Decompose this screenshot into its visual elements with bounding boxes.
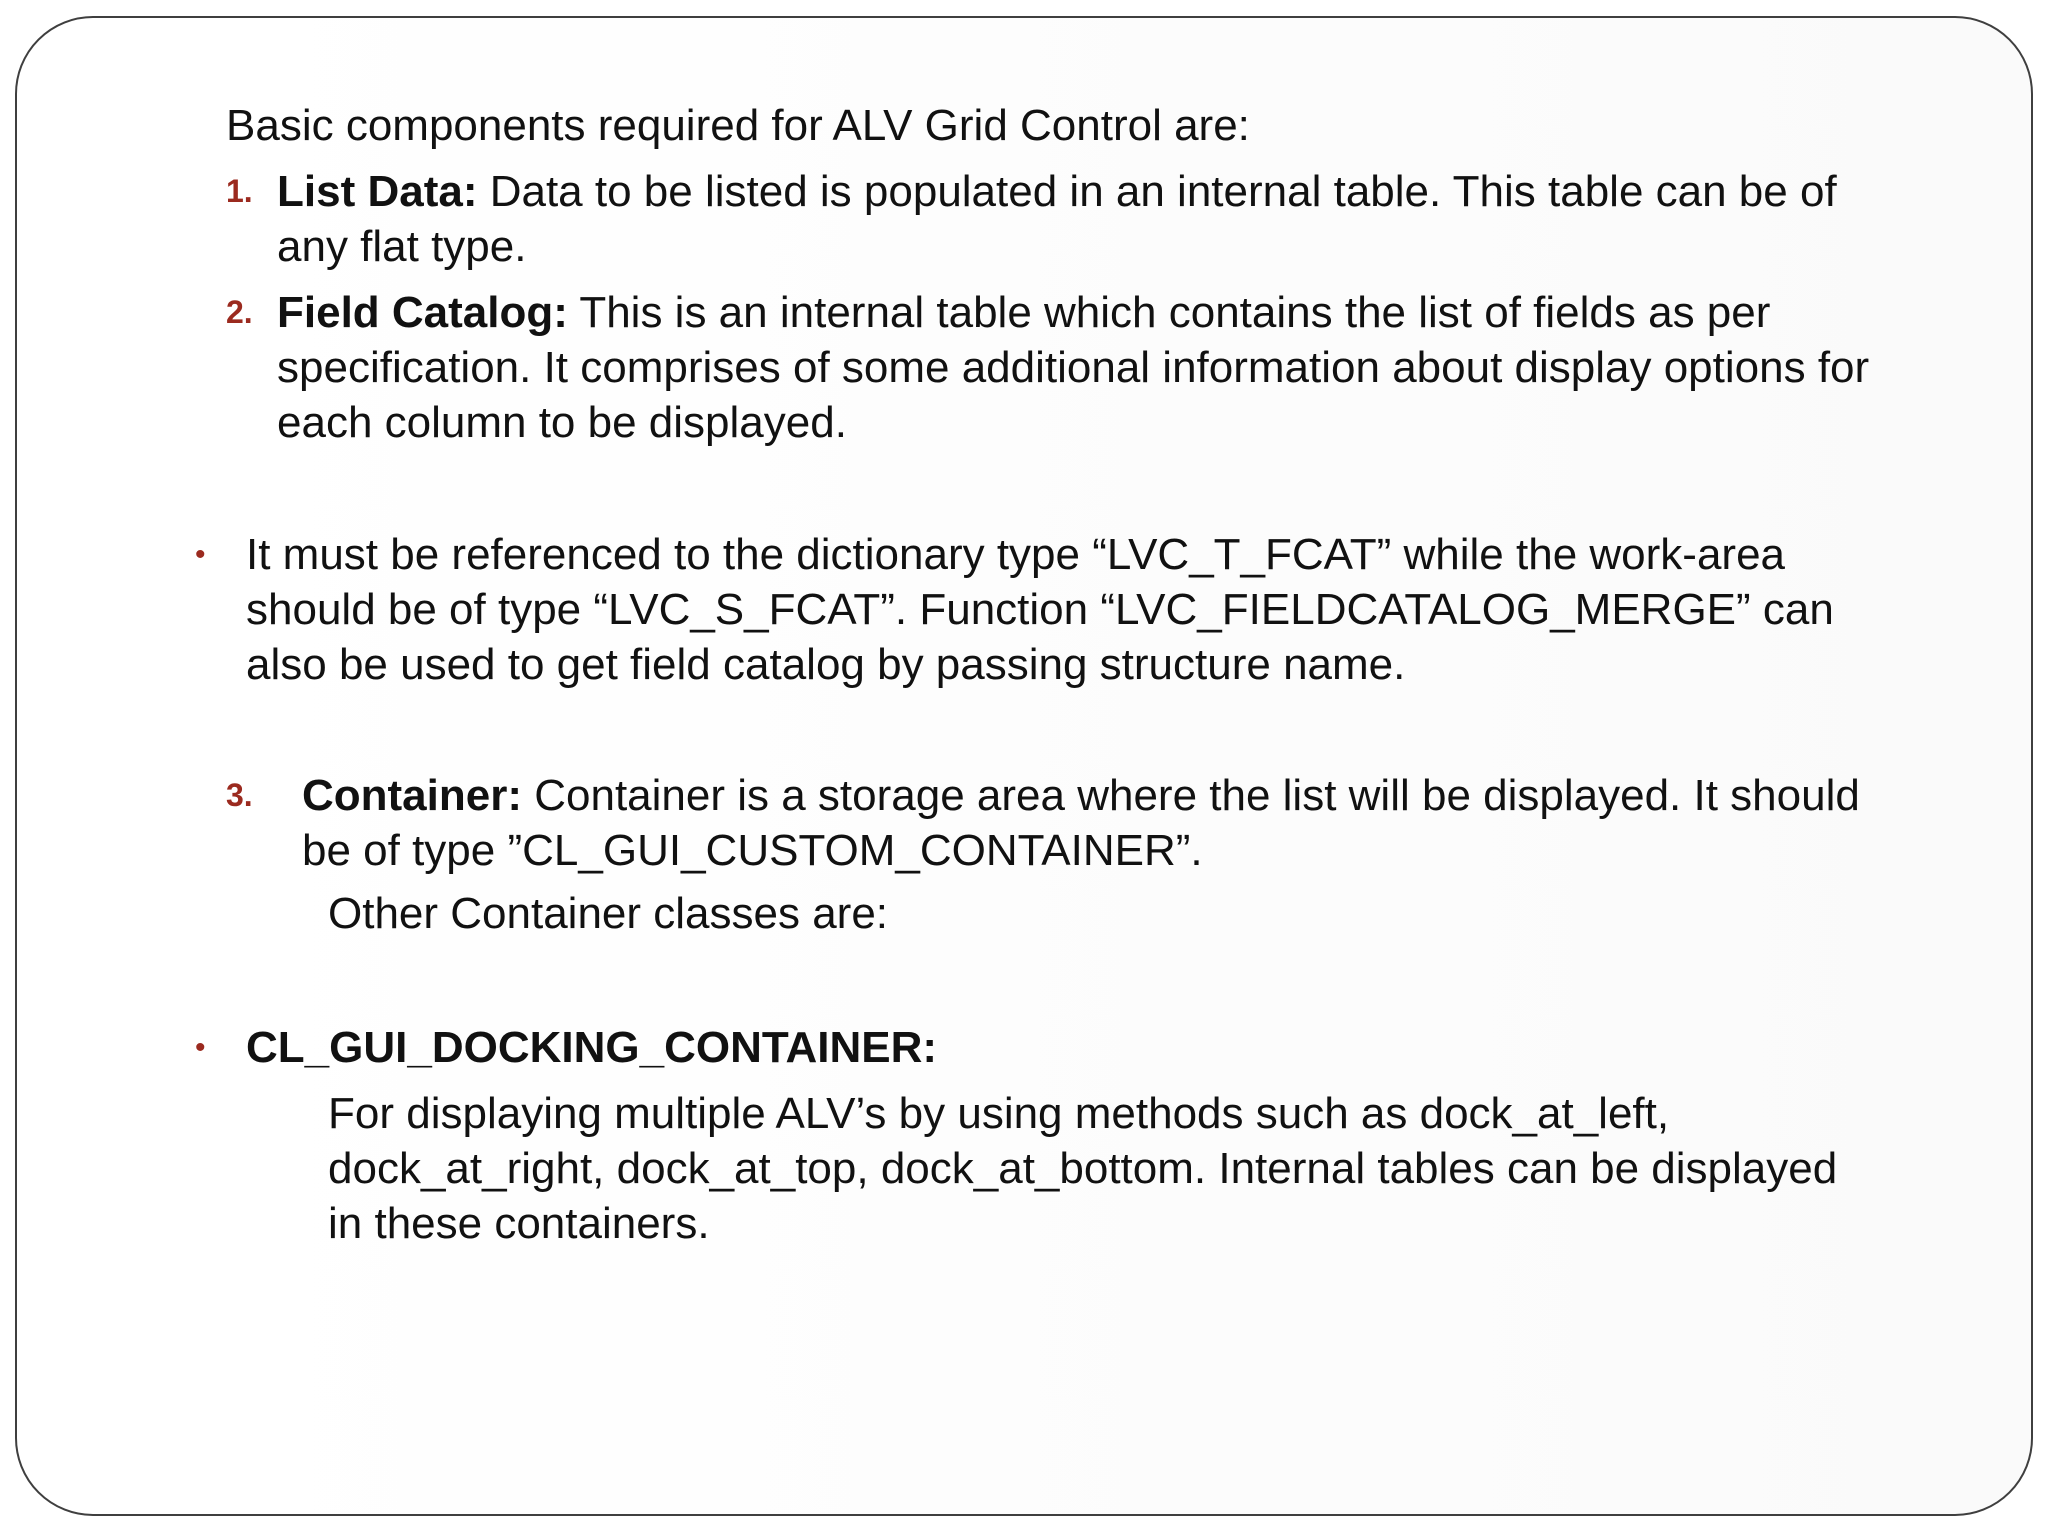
bullet1-line2: should be of type “LVC_S_FCAT”. Function “LVC_FIELDCATALOG_MERGE” can [246,585,1834,634]
item2-number: 2. [226,294,253,330]
item2-text-line1: This is an internal table which contains the list of fields as per [567,288,1771,337]
item1-number: 1. [226,173,253,209]
item3-line3: Other Container classes are: [328,889,889,938]
item3-text-line1: Container is a storage area where the list will be displayed. It should [522,771,1860,820]
item1-line2: any flat type. [277,222,527,271]
bullet2-line1: For displaying multiple ALV’s by using methods such as dock_at_left, [328,1089,1670,1138]
bullet1-line3: also be used to get field catalog by passing structure name. [246,640,1406,689]
bullet2-line3: in these containers. [328,1199,710,1248]
item2-label: Field Catalog: [277,288,568,337]
item2-line2: specification. It comprises of some additional information about display options for [277,343,1870,392]
item3-line2: be of type ”CL_GUI_CUSTOM_CONTAINER”. [302,826,1203,875]
item1-label: List Data: [277,167,478,216]
bullet1-line1: It must be referenced to the dictionary type “LVC_T_FCAT” while the work-area [246,530,1786,579]
bullet1-marker: • [195,538,206,571]
bullet2-marker: • [195,1031,206,1064]
bullet2-line2: dock_at_right, dock_at_top, dock_at_bottom. Internal tables can be displayed [328,1144,1838,1193]
item2-line1 [277,285,1770,340]
item1-line1 [277,164,1837,219]
bullet2-heading: CL_GUI_DOCKING_CONTAINER: [246,1023,938,1072]
item3-number: 3. [226,777,253,813]
item2-line3: each column to be displayed. [277,398,847,447]
intro-text: Basic components required for ALV Grid Control are: [226,101,1250,150]
item3-label: Container: [302,771,522,820]
item3-line1 [302,768,1860,823]
item1-text-line1: Data to be listed is populated in an internal table. This table can be of [477,167,1837,216]
